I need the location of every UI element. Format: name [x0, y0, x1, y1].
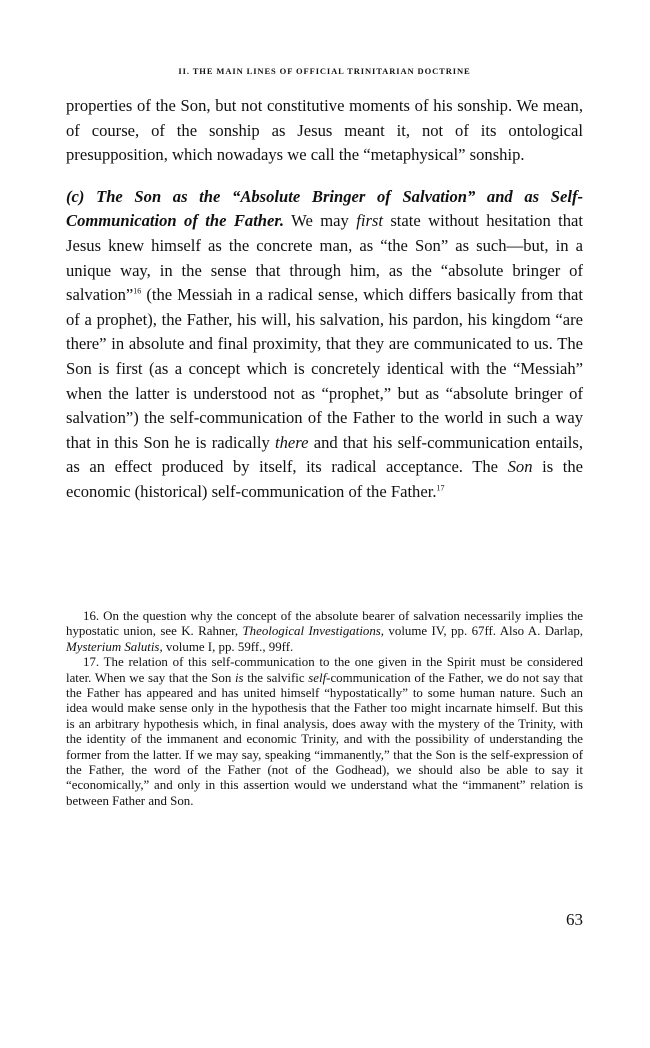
footnote-text: the salvific: [243, 670, 309, 685]
paragraph-2-text: (the Messiah in a radical sense, which differs basically from that of a prophet), the Father, his will, his salvation, his pardon, his kingdom “are there” in absolute and final proximity, that they are communicated to us. The Son is first (as a concept which is concretely identical with the “Messiah” when the latter is understood not as “prophet,” but as “absolute bringer of salvation”) the self-communication of the Father to the world in such a way that in this Son he is radically: [66, 285, 583, 452]
paragraph-2: [66, 185, 583, 505]
footnote-text: -communication of the Father, we do not say that the Father has appeared and has united himself “hypostatically” to some human nature. Such an idea would make sense only in the hypothesis that the Father too might incarnate himself. But this is an arbitrary hypothesis which, in final analysis, does away with the mystery of the Trinity, with the identity of the immanent and economic Trinity, and with the possibility of understanding the former from the latter. If we may say, speaking “immanently,” that the Son is the self-expression of the Father, the word of the Father (not of the Godhead), we should also be able to say it “economically,” and only in this assertion would we understand what the “immanent” relation is between Father and Son.: [66, 670, 583, 808]
footnotes: [66, 609, 583, 809]
footnote-ref-16: 16: [133, 286, 142, 296]
emphasis-self: self: [308, 670, 327, 685]
emphasis-first: first: [356, 211, 383, 231]
body-text: [66, 94, 583, 505]
footnote-text: 17. The relation of this self-communication to the one given in the Spirit must be considered later. When we say that the Son: [66, 655, 583, 685]
section-label: (c): [66, 186, 85, 206]
book-title: Theological Investigations,: [242, 624, 385, 639]
emphasis-there: there: [274, 432, 309, 452]
book-title: Mysterium Salutis,: [66, 639, 163, 654]
section-heading: The Son as the “Absolute Bringer of Salvation” and as Self-Communication of the Father.: [66, 186, 584, 231]
paragraph-2-text: state without hesitation that Jesus knew himself as the concrete man, as “the Son” as such—but, in a unique way, in the sense that through him, as the “absolute bringer of salvation”: [66, 211, 584, 305]
book-page: [66, 0, 583, 1048]
footnote-text: volume IV, pp. 67ff. Also A. Darlap,: [384, 624, 583, 639]
emphasis-is: is: [234, 670, 244, 685]
paragraph-2-text: and that his self-communication entails, as an effect produced by itself, its radical acceptance. The: [66, 432, 584, 477]
footnote-16: [66, 609, 583, 655]
paragraph-1: properties of the Son, but not constitutive moments of his sonship. We mean, of course, of the sonship as Jesus meant it, not of its ontological presupposition, which nowadays we call the “metaphysical” sonship.: [66, 96, 583, 165]
footnote-17: [66, 655, 583, 809]
footnote-text: 16. On the question why the concept of the absolute bearer of salvation necessarily implies the hypostatic union, see K. Rahner,: [66, 609, 583, 639]
footnote-text: volume I, pp. 59ff., 99ff.: [162, 639, 294, 654]
running-head: II. THE MAIN LINES OF OFFICIAL TRINITARIAN DOCTRINE: [178, 66, 471, 76]
page-number: 63: [566, 910, 583, 929]
paragraph-2-text: is the economic (historical) self-communication of the Father.: [66, 457, 583, 501]
footnote-ref-17: 17: [436, 483, 445, 493]
emphasis-son: Son: [507, 457, 533, 477]
paragraph-2-text: We may: [284, 211, 357, 231]
